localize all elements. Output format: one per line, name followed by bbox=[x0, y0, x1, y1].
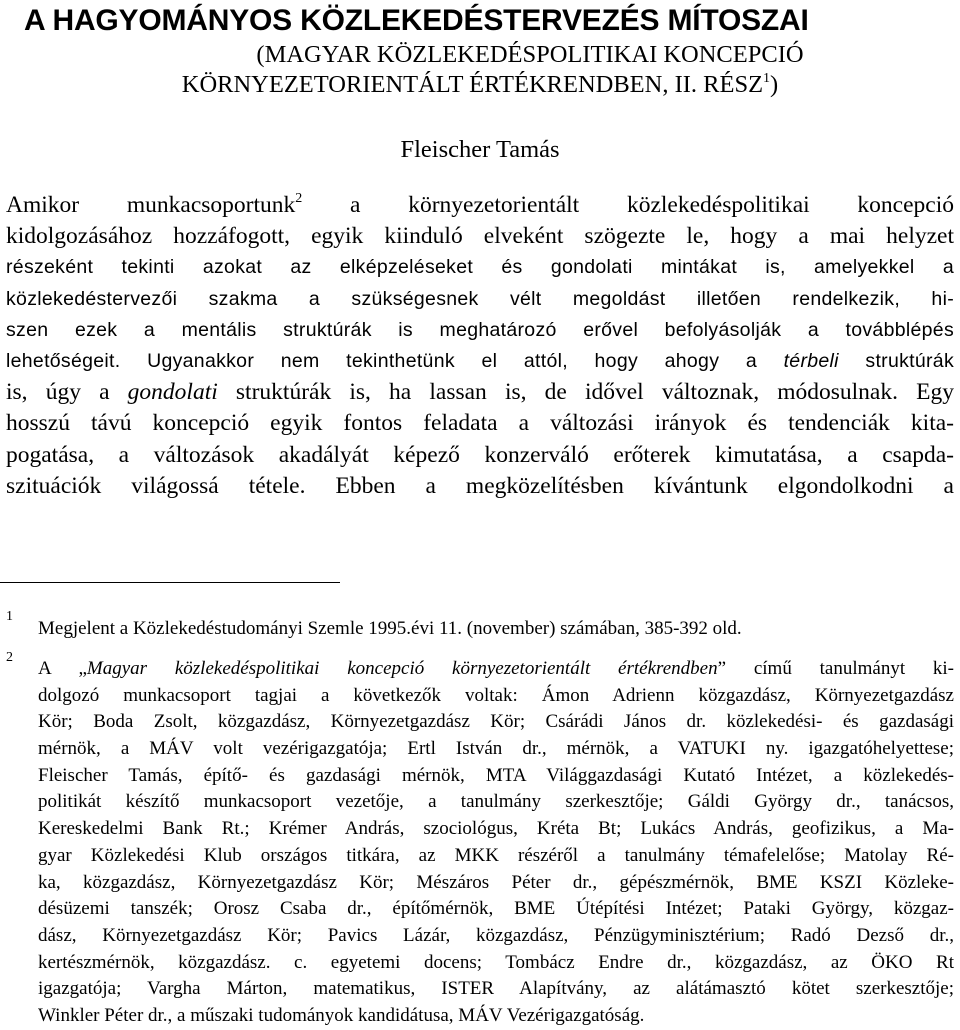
document-title: A HAGYOMÁNYOS KÖZLEKEDÉSTERVEZÉS MÍTOSZAI bbox=[24, 4, 809, 37]
footnote-line: gyar Közlekedési Klub országos titkára, az MKK részéről a tanulmány témafelelőse; Matolay Ré- bbox=[38, 844, 954, 866]
body-line bbox=[6, 377, 954, 408]
body-text-segment: is, úgy a bbox=[6, 379, 128, 406]
body-line: kidolgozásához hozzáfogott, egyik kiinduló elveként szögezte le, hogy a mai helyzet bbox=[6, 223, 954, 250]
body-text-segment: struktúrák is, ha lassan is, de idővel változnak, módosulnak. Egy bbox=[217, 379, 954, 406]
body-line: közlekedéstervezői szakma a szükségesnek vélt megoldást illetően rendelkezik, hi- bbox=[6, 287, 954, 310]
body-line: hosszú távú koncepció egyik fontos feladata a változási irányok és tendenciák kita- bbox=[6, 410, 954, 437]
body-text-segment: Amikor munkacsoportunk bbox=[6, 192, 296, 218]
footnote-line: Winkler Péter dr., a műszaki tudományok kandidátusa, MÁV Vezérigazgatóság. bbox=[38, 1004, 645, 1026]
document-subtitle-line1: (MAGYAR KÖZLEKEDÉSPOLITIKAI KONCEPCIÓ bbox=[256, 41, 804, 68]
body-line: részeként tekinti azokat az elképzeléseket és gondolati mintákat is, amelyekkel a bbox=[6, 256, 954, 279]
footnote-text: Megjelent a Közlekedéstudományi Szemle 1995.évi 11. (november) számában, 385-392 old. bbox=[38, 618, 742, 639]
footnote-line: Kereskedelmi Bank Rt.; Krémer András, szociológus, Kréta Bt; Lukács András, geofizikus, a Ma- bbox=[38, 818, 954, 840]
footnote-line: dolgozó munkacsoport tagjai a következők voltak: Ámon Adrienn közgazdász, Környezetgazdász bbox=[38, 684, 954, 706]
body-text-segment: a környezetorientált közlekedéspolitikai koncepció bbox=[302, 192, 954, 218]
footnote-number: 1 bbox=[6, 609, 13, 624]
author-name: Fleischer Tamás bbox=[400, 136, 560, 163]
body-line: szituációk világossá tétele. Ebben a megközelítésben kívántunk elgondolkodni a bbox=[6, 472, 954, 499]
subtitle-close: ) bbox=[770, 71, 779, 98]
footnote-line: désüzemi tanszék; Orosz Csaba dr., építőmérnök, BME Útépítési Intézet; Pataki György, közgaz- bbox=[38, 898, 954, 920]
body-line: pogatása, a változások akadályát képező konzerváló erőterek kimutatása, a csapda- bbox=[6, 441, 954, 468]
footnote-text bbox=[38, 656, 954, 1030]
body-text-segment: struktúrák bbox=[838, 349, 954, 372]
body-text-segment: lehetőségeit. Ugyanakkor nem tekinthetünk el attól, hogy ahogy a bbox=[6, 349, 784, 372]
footnote-segment: A „ bbox=[38, 658, 87, 679]
footnote-line: dász, Környezetgazdász Kör; Pavics Lázár, közgazdász, Pénzügyminisztérium; Radó Dezső dr., bbox=[38, 924, 954, 946]
body-line bbox=[6, 346, 954, 377]
footnote-segment: ” című tanulmányt ki- bbox=[717, 658, 954, 679]
footnote-line: igazgatója; Vargha Márton, matematikus, ISTER Alapítvány, az alátámasztó kötet szerkesztője; bbox=[38, 978, 954, 1000]
footnote-line bbox=[38, 656, 954, 683]
emphasis-text: Magyar közlekedéspolitikai koncepció környezetorientált értékrendben bbox=[86, 658, 718, 679]
footnote-line: Kör; Boda Zsolt, közgazdász, Környezetgazdász Kör; Csárádi János dr. közlekedési- és gazdasági bbox=[38, 711, 954, 733]
document-subtitle-line2 bbox=[0, 70, 960, 100]
footnote-line: kertészmérnök, közgazdász. c. egyetemi docens; Tombácz Endre dr., közgazdász, az ÖKO Rt bbox=[38, 951, 954, 973]
body-paragraph bbox=[6, 190, 954, 502]
footnote-separator bbox=[0, 582, 340, 583]
footnote-line: ka, közgazdász, Környezetgazdász Kör; Mészáros Péter dr., gépészmérnök, BME KSZI Közleke- bbox=[38, 871, 954, 893]
footnote-line: mérnök, a MÁV volt vezérigazgatója; Ertl István dr., mérnök, a VATUKI ny. igazgatóhelyettese; bbox=[38, 738, 954, 760]
footnote-line: politikát készítő munkacsoport vezetője, a tanulmány szerkesztője; Gáldi György dr., tanácsos, bbox=[38, 791, 954, 813]
footnote-ref-2[interactable]: 2 bbox=[295, 191, 303, 206]
footnote-ref-1[interactable]: 1 bbox=[763, 71, 771, 86]
body-line bbox=[6, 190, 954, 221]
body-line: szen ezek a mentális struktúrák is meghatározó erővel befolyásolják a továbblépés bbox=[6, 318, 954, 341]
emphasis-text: gondolati bbox=[127, 379, 218, 406]
footnote-line: Fleischer Tamás, építő- és gazdasági mérnök, MTA Világgazdasági Kutató Intézet, a közlekedés- bbox=[38, 764, 954, 786]
subtitle-text: KÖRNYEZETORIENTÁLT ÉRTÉKRENDBEN, II. RÉSZ bbox=[181, 71, 764, 98]
emphasis-text: térbeli bbox=[783, 349, 839, 372]
footnote-number: 2 bbox=[6, 650, 13, 665]
